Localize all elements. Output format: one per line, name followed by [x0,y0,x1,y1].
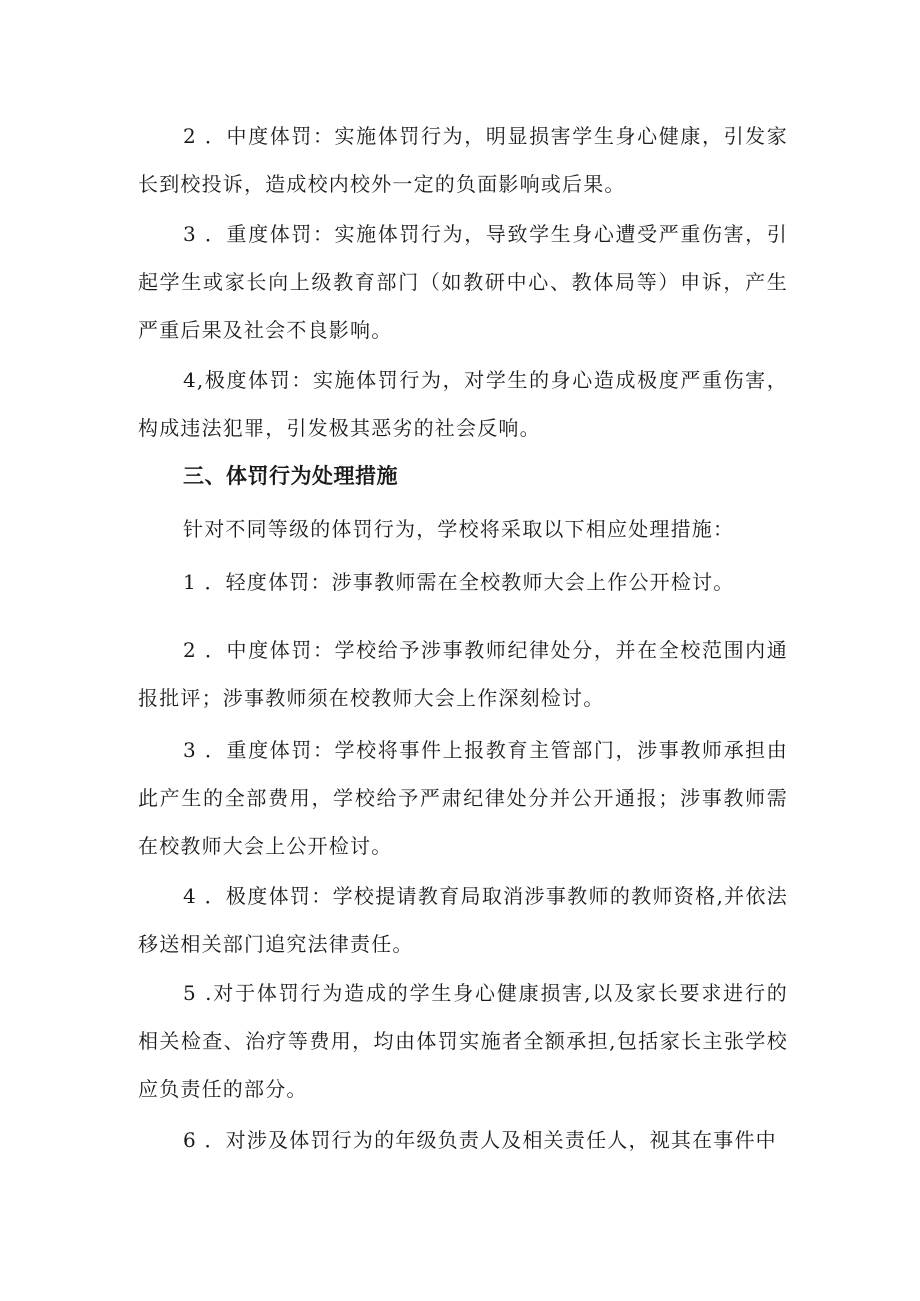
measure-item-5: 5 .对于体罚行为造成的学生身心健康损害,以及家长要求进行的相关检查、治疗等费用，均由体罚实施者全额承担,包括家长主张学校应负责任的部分。 [138,981,788,1101]
measure-item-6: 6 ．对涉及体罚行为的年级负责人及相关责任人，视其在事件中 [183,1128,777,1152]
measure-item-1: 1 ．轻度体罚：涉事教师需在全校教师大会上作公开检讨。 [183,570,735,594]
measure-item-3: 3 ．重度体罚：学校将事件上报教育主管部门，涉事教师承担由此产生的全部费用，学校给予严肃纪律处分并公开通报；涉事教师需在校教师大会上公开检讨。 [138,738,788,858]
paragraph-intro: 针对不同等级的体罚行为，学校将采取以下相应处理措施： [183,517,735,541]
measure-item-4: 4 ．极度体罚：学校提请教育局取消涉事教师的教师资格,并依法移送相关部门追究法律责任。 [138,884,788,956]
paragraph-extreme-punishment-definition: 4,极度体罚：实施体罚行为，对学生的身心造成极度严重伤害，构成违法犯罪，引发极其恶劣的社会反响。 [138,368,788,440]
paragraph-severe-punishment-definition: 3 ．重度体罚：实施体罚行为，导致学生身心遭受严重伤害，引起学生或家长向上级教育部门（如教研中心、教体局等）申诉，产生严重后果及社会不良影响。 [138,222,788,342]
measure-item-2: 2 ．中度体罚：学校给予涉事教师纪律处分，并在全校范围内通报批评；涉事教师须在校教师大会上作深刻检讨。 [138,638,788,710]
section-heading: 三、体罚行为处理措施 [183,464,398,488]
paragraph-moderate-punishment-definition: 2 ．中度体罚：实施体罚行为，明显损害学生身心健康，引发家长到校投诉，造成校内校外一定的负面影响或后果。 [138,124,788,196]
